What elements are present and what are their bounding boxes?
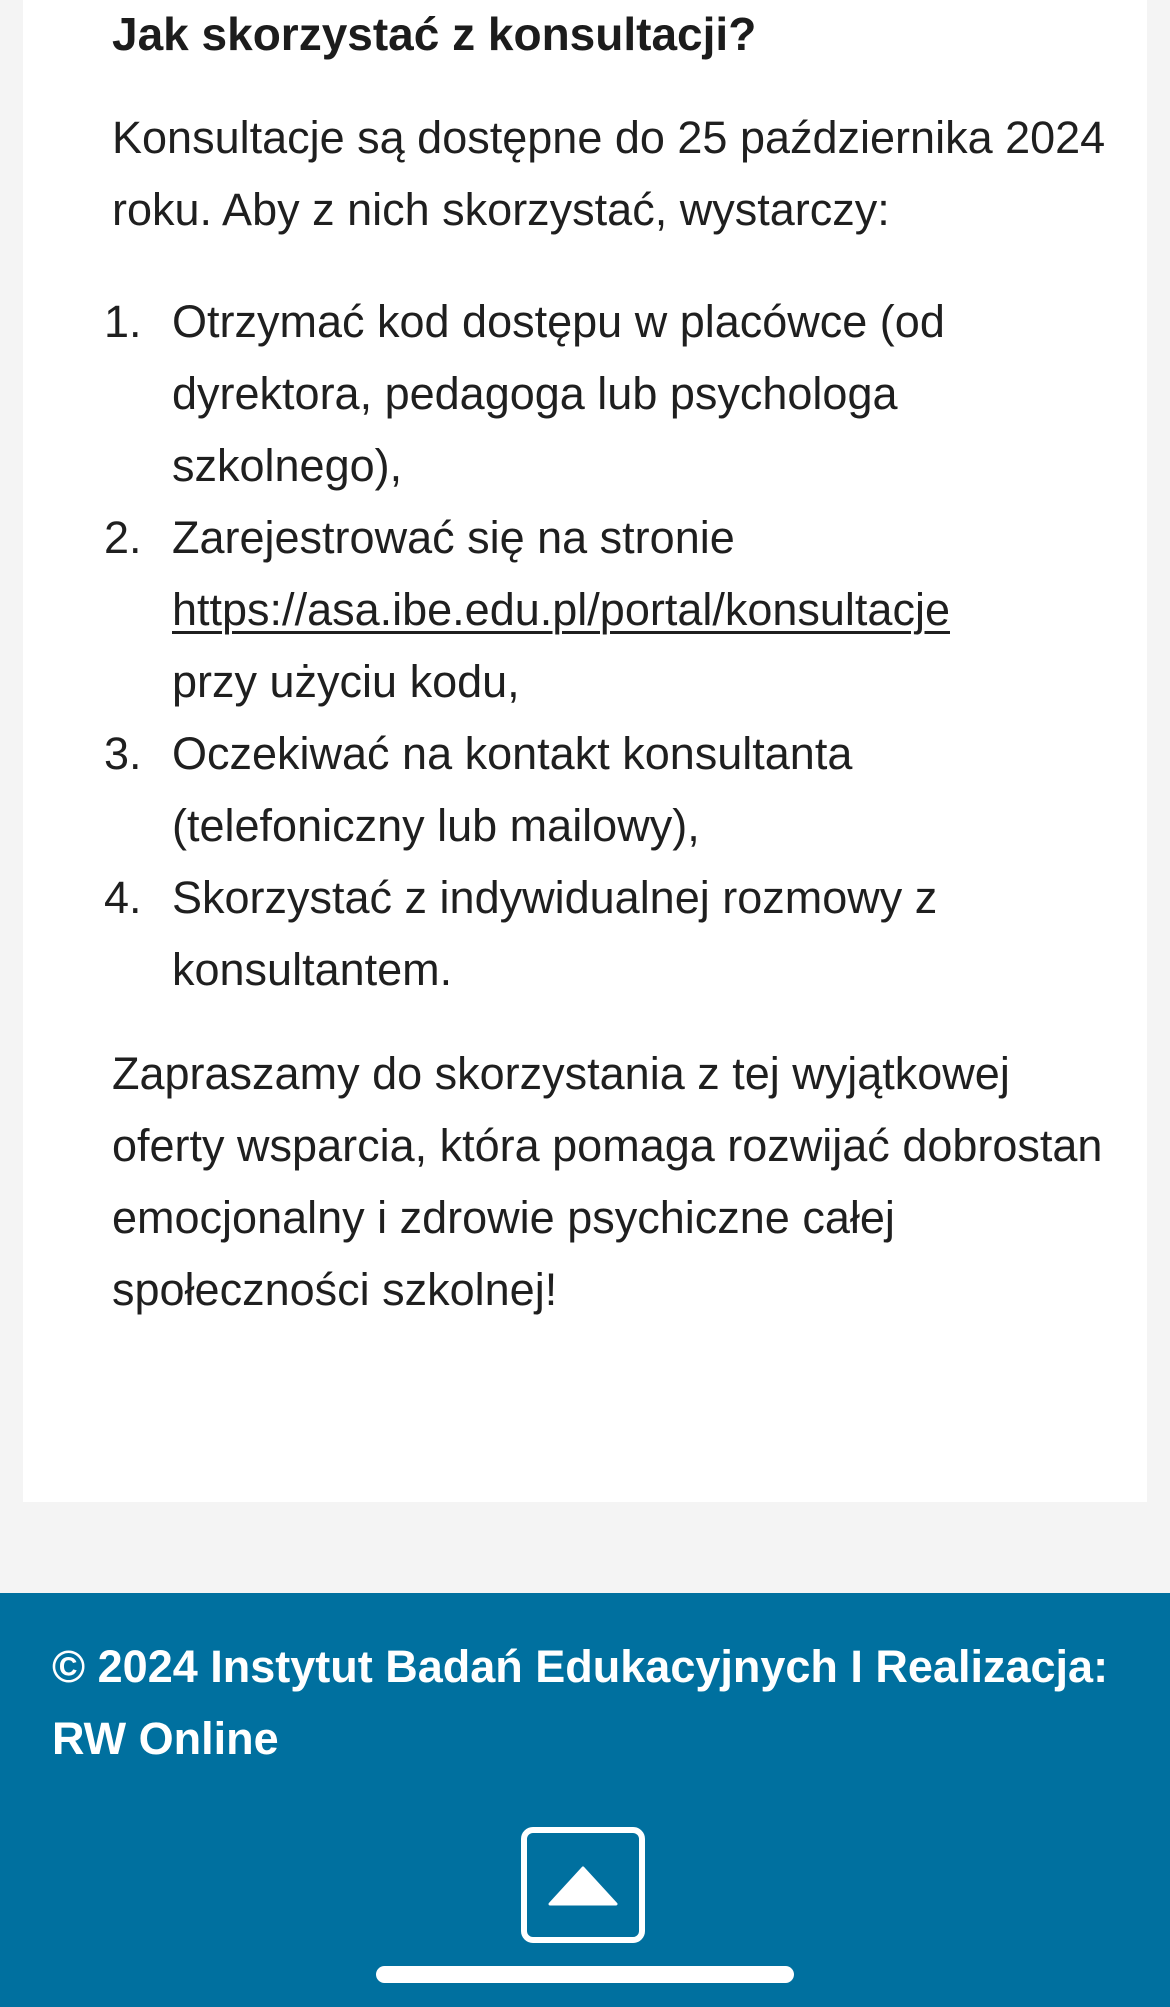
list-item-text: Oczekiwać na kontakt konsultanta (telefoniczny lub mailowy), — [172, 728, 853, 851]
outro-paragraph: Zapraszamy do skorzystania z tej wyjątkowej oferty wsparcia, która pomaga rozwijać dobrostan emocjonalny i zdrowie psychiczne całej społeczności szkolnej! — [112, 1048, 1103, 1315]
list-item — [104, 718, 1112, 862]
content-card — [23, 0, 1147, 1502]
home-indicator — [376, 1966, 794, 1983]
list-item-text: Zarejestrować się na stronie — [172, 512, 735, 563]
list-item — [104, 502, 1112, 718]
list-item-number: 2. — [104, 512, 142, 563]
list-item-text: przy użyciu kodu, — [172, 656, 520, 707]
list-item-text: Skorzystać z indywidualnej rozmowy z konsultantem. — [172, 872, 938, 995]
list-item-number: 4. — [104, 872, 142, 923]
list-item-text: Otrzymać kod dostępu w placówce (od dyrektora, pedagoga lub psychologa szkolnego), — [172, 296, 945, 491]
list-item-number: 3. — [104, 728, 142, 779]
intro-paragraph: Konsultacje są dostępne do 25 października 2024 roku. Aby z nich skorzystać, wystarczy: — [112, 112, 1106, 235]
triangle-up-icon — [548, 1866, 618, 1906]
article-content — [104, 0, 1112, 1326]
scroll-to-top-button[interactable] — [521, 1827, 645, 1943]
steps-list — [104, 286, 1112, 1006]
list-item-number: 1. — [104, 296, 142, 347]
list-item — [104, 286, 1112, 502]
page-footer — [0, 1593, 1170, 2007]
registration-link[interactable]: https://asa.ibe.edu.pl/portal/konsultacje — [172, 584, 950, 635]
section-heading: Jak skorzystać z konsultacji? — [112, 8, 757, 60]
list-item — [104, 862, 1112, 1006]
copyright-text: © 2024 Instytut Badań Edukacyjnych I Realizacja: RW Online — [52, 1641, 1109, 1764]
